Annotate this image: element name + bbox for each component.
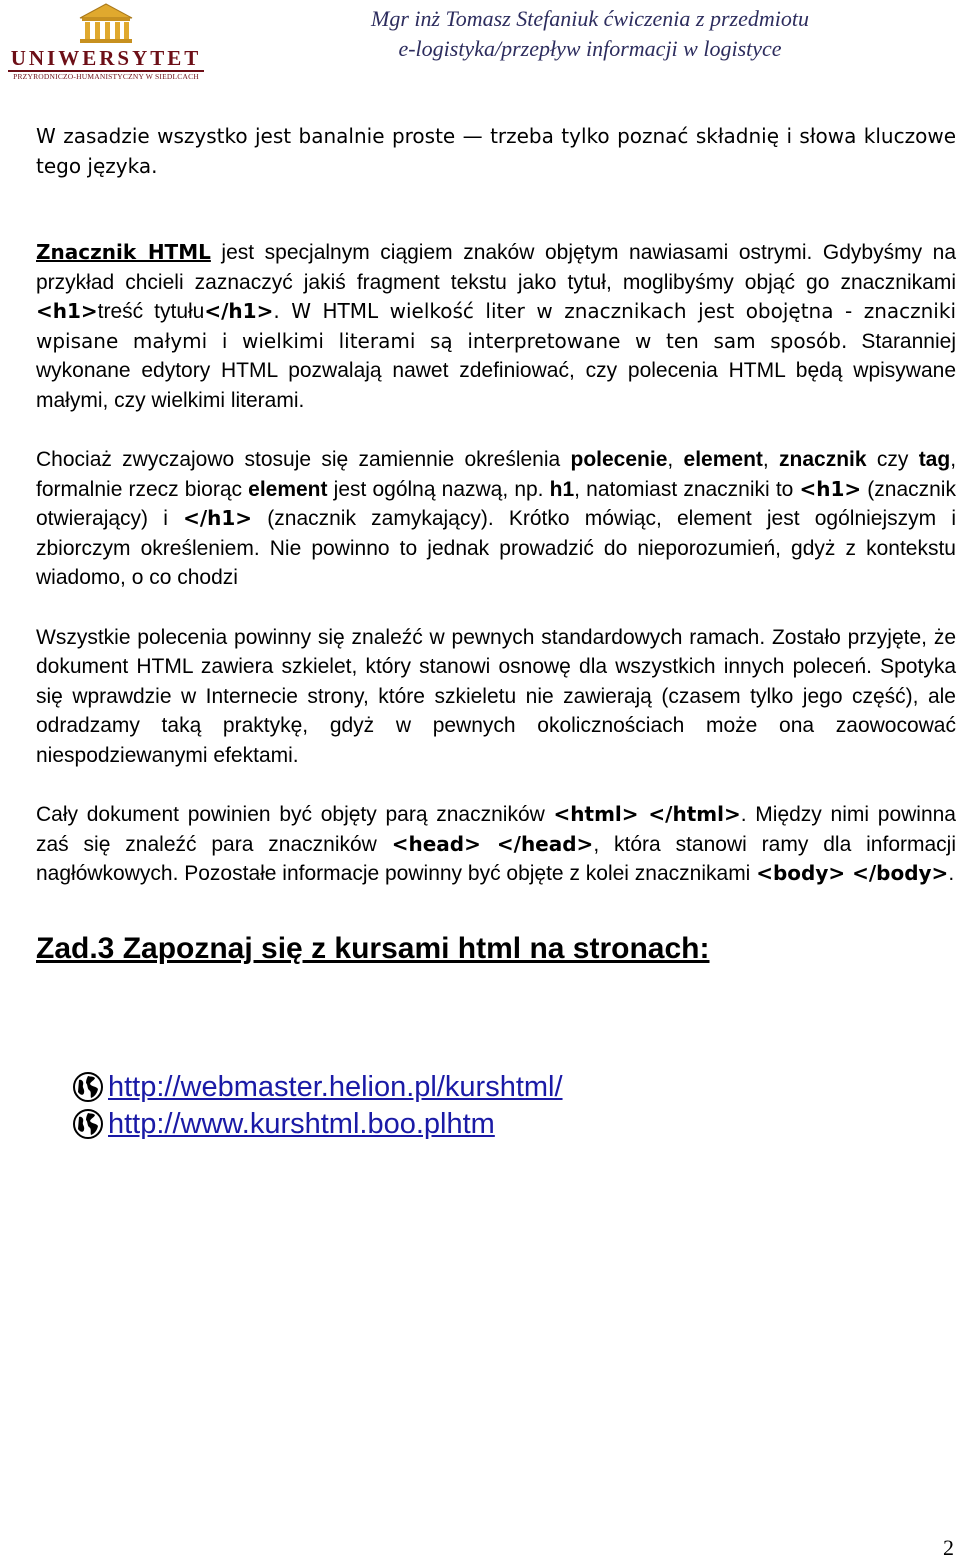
header-title-line1: Mgr inż Tomasz Stefaniuk ćwiczenia z przedmiotu: [371, 6, 809, 31]
header-title-line2: e-logistyka/przepływ informacji w logistyce: [398, 36, 782, 61]
task-heading: Zad.3 Zapoznaj się z kursami html na stronach:: [36, 931, 710, 965]
paragraph-skeleton: Wszystkie polecenia powinny się znaleźć w pewnych standardowych ramach. Zostało przyjęte, że dokument HTML zawiera szkielet, który stanowi osnowę dla wszystkich innych poleceń. Spotyka się wprawdzie w Internecie strony, które szkieletu nie zawierają (czasem tylko jego część), ale odradzamy taką praktykę, gdyż w pewnych okolicznościach może ona zaowocować niespodziewanymi efektami.: [36, 625, 956, 767]
page-number: 2: [943, 1535, 954, 1560]
code-h1-open: <h1>: [36, 299, 98, 323]
link-kurshtml-boo[interactable]: http://www.kurshtml.boo.plhtm: [108, 1107, 495, 1140]
code-h1-close: </h1>: [204, 299, 274, 323]
building-logo-icon: [76, 2, 136, 46]
list-item: [72, 1068, 563, 1105]
university-logo: [6, 2, 206, 81]
globe-icon: [72, 1071, 104, 1103]
link-list: [72, 1068, 563, 1142]
globe-icon: [72, 1108, 104, 1140]
header-title: [230, 4, 950, 64]
document-body: [36, 122, 956, 969]
paragraph-intro: W zasadzie wszystko jest banalnie proste — trzeba tylko poznać składnię i słowa kluczowe tego języka.: [36, 124, 956, 178]
logo-subtext: PRZYRODNICZO-HUMANISTYCZNY W SIEDLCACH: [13, 72, 199, 81]
paragraph-terminology: Chociaż zwyczajowo stosuje się zamiennie określenia polecenie, element, znacznik czy tag, formalnie rzecz biorąc element jest ogólną nazwą, np. h1, natomiast znaczniki to <h1> (znacznik otwierający) i </h1> (znacznik zamykający). Krótko mówiąc, element jest ogólniejszym i zbiorczym określeniem. Nie powinno to jednak prowadzić do nieporozumień, gdyż z kontekstu wiadomo, o co chodzi: [36, 448, 957, 589]
list-item: [72, 1105, 563, 1142]
logo-text: UNIWERSYTET: [10, 46, 202, 70]
page-header: [0, 0, 960, 80]
paragraph-structure: Cały dokument powinien być objęty parą znaczników <html> </html>. Między nimi powinna zaś się znaleźć para znaczników <head> </head>, która stanowi ramy dla informacji nagłówkowych. Pozostałe informacje powinny być objęte z kolei znacznikami <body> </body>.: [36, 802, 956, 885]
link-helion-kurshtml[interactable]: http://webmaster.helion.pl/kurshtml/: [108, 1070, 563, 1103]
term-znacznik-html: Znacznik HTML: [36, 240, 211, 264]
paragraph-tag-definition: Znacznik HTML jest specjalnym ciągiem znaków objętym nawiasami ostrymi. Gdybyśmy na przykład chcieli zaznaczyć jakiś fragment tekstu jako tytuł, moglibyśmy objąć go znacznikami <h1>treść tytułu</h1>. W HTML wielkość liter w znacznikach jest obojętna - znaczniki wpisane małymi i wielkimi literami są interpretowane w ten sam sposób. Staranniej wykonane edytory HTML pozwalają nawet zdefiniować, czy polecenia HTML będą wpisywane małymi, czy wielkimi literami.: [36, 240, 957, 412]
